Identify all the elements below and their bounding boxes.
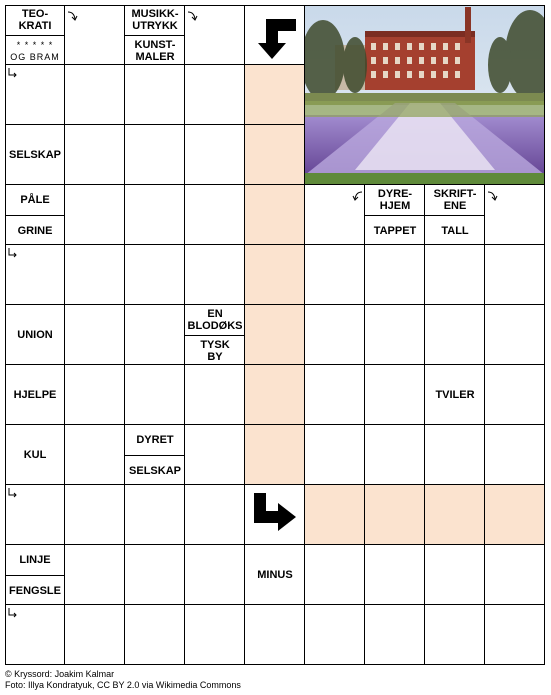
answer-cell[interactable]: [305, 545, 365, 605]
highlight-cell[interactable]: [245, 365, 305, 425]
answer-cell[interactable]: [65, 605, 125, 665]
credit-photo: Foto: Illya Kondratyuk, CC BY 2.0 via Wikimedia Commons: [5, 680, 241, 690]
answer-cell[interactable]: [65, 245, 125, 305]
answer-cell[interactable]: [485, 365, 545, 425]
answer-cell[interactable]: [425, 545, 485, 605]
arrow-left-down-icon: [349, 190, 363, 202]
answer-cell[interactable]: [65, 485, 125, 545]
clue-cell-skriftene: [425, 185, 485, 245]
clue-dyret: DYRET: [136, 434, 174, 446]
clue-dyrehjem: DYRE- HJEM: [377, 188, 413, 212]
answer-cell[interactable]: [185, 605, 245, 665]
answer-cell[interactable]: [485, 425, 545, 485]
clue-cell-dyret: [125, 425, 185, 485]
answer-cell[interactable]: [425, 425, 485, 485]
answer-cell[interactable]: [125, 365, 185, 425]
answer-cell[interactable]: [65, 545, 125, 605]
answer-cell[interactable]: [125, 245, 185, 305]
clue-tviler: TVILER: [435, 389, 475, 401]
credit-puzzle: © Kryssord: Joakim Kalmar: [5, 669, 115, 679]
clue-cell-union: [5, 305, 65, 365]
arrow-right-down-icon: [187, 10, 201, 22]
big-arrow-down-right-icon: [250, 491, 300, 541]
arrow-cell: [245, 5, 305, 65]
answer-cell[interactable]: [305, 425, 365, 485]
answer-cell[interactable]: [65, 305, 125, 365]
highlight-cell[interactable]: [425, 485, 485, 545]
highlight-cell[interactable]: [245, 65, 305, 125]
clue-skriftene: SKRIFT- ENE: [433, 188, 477, 212]
clue-blodoks: EN BLODØKS: [187, 308, 243, 332]
answer-cell[interactable]: [485, 305, 545, 365]
clue-stars-og-bram: * * * * * OG BRAM: [5, 35, 65, 65]
arrow-right-down-icon: [67, 10, 81, 22]
clue-fengsle: FENGSLE: [5, 575, 65, 605]
answer-cell[interactable]: [365, 545, 425, 605]
big-arrow-left-down-icon: [250, 11, 300, 61]
answer-cell[interactable]: [185, 5, 245, 65]
highlight-cell[interactable]: [245, 185, 305, 245]
clue-cell-selskap: [5, 125, 65, 185]
clue-cell-blodoks: [185, 305, 245, 365]
answer-cell[interactable]: [185, 185, 245, 245]
clue-kul: KUL: [23, 449, 47, 461]
highlight-cell[interactable]: [245, 245, 305, 305]
clue-musikkutrykk: MUSIKK- UTRYKK: [131, 8, 179, 32]
clue-cell-musikkutrykk: [125, 5, 185, 65]
clue-grine: GRINE: [5, 215, 65, 245]
clue-kunstmaler: KUNST- MALER: [125, 35, 185, 65]
answer-cell[interactable]: [185, 65, 245, 125]
clue-cell-tviler: [425, 365, 485, 425]
answer-cell[interactable]: [425, 305, 485, 365]
answer-cell[interactable]: [365, 425, 425, 485]
answer-cell[interactable]: [5, 485, 65, 545]
answer-cell[interactable]: [125, 125, 185, 185]
highlight-cell[interactable]: [245, 425, 305, 485]
clue-selskap: SELSKAP: [9, 149, 61, 161]
park-photo-image: [305, 5, 545, 185]
answer-cell[interactable]: [5, 245, 65, 305]
clue-minus: MINUS: [257, 569, 293, 581]
clue-cell-dyrehjem: [365, 185, 425, 245]
clue-cell-teokrati: [5, 5, 65, 65]
arrow-cell: [245, 485, 305, 545]
answer-cell[interactable]: [365, 305, 425, 365]
answer-cell[interactable]: [305, 185, 365, 245]
highlight-cell[interactable]: [245, 125, 305, 185]
arrow-down-right-icon: [7, 607, 19, 619]
answer-cell[interactable]: [365, 605, 425, 665]
answer-cell[interactable]: [125, 485, 185, 545]
arrow-down-right-icon: [7, 487, 19, 499]
answer-cell[interactable]: [485, 605, 545, 665]
clue-paale: PÅLE: [20, 194, 50, 206]
answer-cell[interactable]: [245, 605, 305, 665]
clue-cell-linje: [5, 545, 65, 605]
clue-tysk-by: TYSK BY: [185, 335, 245, 365]
answer-cell[interactable]: [485, 185, 545, 245]
clue-tall: TALL: [425, 215, 485, 245]
clue-union: UNION: [17, 329, 53, 341]
answer-cell[interactable]: [65, 65, 125, 125]
answer-cell[interactable]: [185, 545, 245, 605]
arrow-down-right-icon: [7, 247, 19, 259]
highlight-cell[interactable]: [245, 305, 305, 365]
clue-cell-hjelpe: [5, 365, 65, 425]
answer-cell[interactable]: [125, 545, 185, 605]
clue-linje: LINJE: [19, 554, 51, 566]
highlight-cell[interactable]: [305, 485, 365, 545]
answer-cell[interactable]: [125, 605, 185, 665]
answer-cell[interactable]: [485, 545, 545, 605]
highlight-cell[interactable]: [365, 485, 425, 545]
answer-cell[interactable]: [185, 245, 245, 305]
answer-cell[interactable]: [125, 185, 185, 245]
arrow-down-right-icon: [7, 67, 19, 79]
arrow-right-down-icon: [487, 190, 501, 202]
answer-cell[interactable]: [125, 65, 185, 125]
answer-cell[interactable]: [305, 365, 365, 425]
answer-cell[interactable]: [305, 245, 365, 305]
clue-teokrati: TEO- KRATI: [18, 8, 52, 32]
answer-cell[interactable]: [365, 365, 425, 425]
answer-cell[interactable]: [65, 185, 125, 245]
clue-selskap-2: SELSKAP: [125, 455, 185, 485]
clue-cell-paale: [5, 185, 65, 245]
clue-hjelpe: HJELPE: [13, 389, 57, 401]
answer-cell[interactable]: [185, 125, 245, 185]
answer-cell[interactable]: [185, 425, 245, 485]
photo-park: [305, 5, 545, 185]
answer-cell[interactable]: [425, 605, 485, 665]
clue-tappet: TAPPET: [365, 215, 425, 245]
answer-cell[interactable]: [65, 5, 125, 65]
answer-cell[interactable]: [305, 605, 365, 665]
answer-cell[interactable]: [65, 365, 125, 425]
answer-cell[interactable]: [125, 305, 185, 365]
crossword-grid: [5, 5, 545, 665]
answer-cell[interactable]: [185, 365, 245, 425]
highlight-cell[interactable]: [485, 485, 545, 545]
answer-cell[interactable]: [5, 605, 65, 665]
answer-cell[interactable]: [305, 305, 365, 365]
answer-cell[interactable]: [485, 245, 545, 305]
answer-cell[interactable]: [365, 245, 425, 305]
answer-cell[interactable]: [185, 485, 245, 545]
answer-cell[interactable]: [65, 125, 125, 185]
clue-cell-kul: [5, 425, 65, 485]
answer-cell[interactable]: [425, 245, 485, 305]
clue-cell-minus: [245, 545, 305, 605]
answer-cell[interactable]: [5, 65, 65, 125]
answer-cell[interactable]: [65, 425, 125, 485]
